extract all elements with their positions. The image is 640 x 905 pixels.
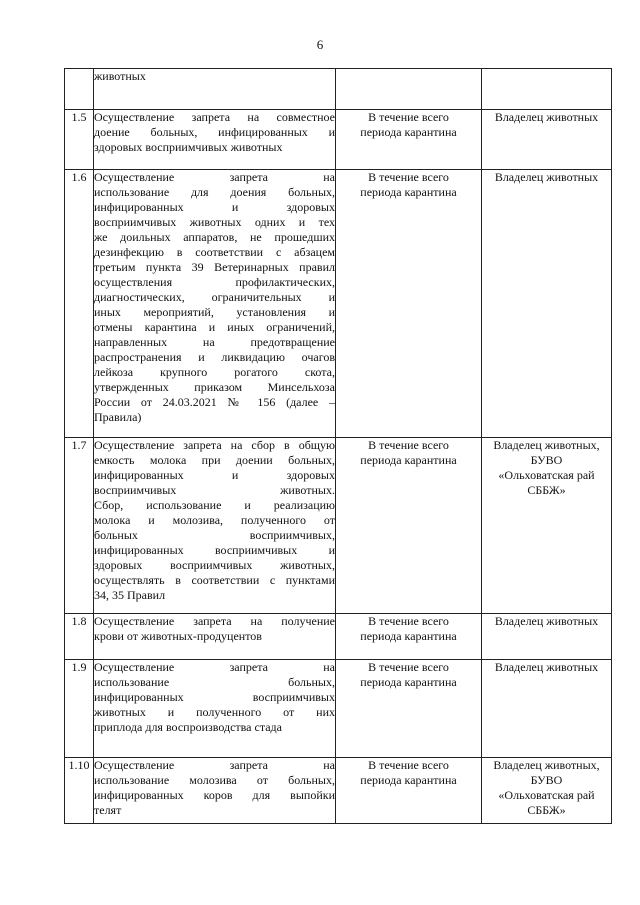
row-number: 1.8 — [65, 614, 94, 660]
term-text-line: В течение всего — [368, 170, 449, 184]
term-text-line: В течение всего — [368, 614, 449, 628]
term-text-line: В течение всего — [368, 660, 449, 674]
measure-term — [336, 614, 482, 660]
cell-text-line: лейкоза крупного рогатого скота, — [94, 365, 335, 379]
responsible-text-line: БУВО — [530, 773, 563, 787]
measure-description — [94, 170, 336, 438]
term-text-line: периода карантина — [360, 629, 457, 643]
table-row — [65, 660, 612, 758]
cell-text-line: доение больных, инфицированных и — [94, 125, 335, 139]
term-text-line: В течение всего — [368, 110, 449, 124]
measure-term — [336, 69, 482, 110]
term-text-line: периода карантина — [360, 773, 457, 787]
cell-text-line: телят — [94, 803, 122, 817]
cell-text-line: Сбор, использование и реализацию — [94, 498, 335, 512]
row-number — [65, 69, 94, 110]
term-text-line: В течение всего — [368, 758, 449, 772]
measure-description — [94, 438, 336, 614]
responsible-text-line: СББЖ» — [527, 803, 566, 817]
cell-text-line: России от 24.03.2021 № 156 (далее – — [94, 395, 335, 409]
row-number: 1.10 — [65, 758, 94, 824]
measures-table — [64, 68, 612, 824]
row-number: 1.5 — [65, 110, 94, 170]
term-text-line: периода карантина — [360, 125, 457, 139]
cell-text-line: Осуществление запрета на — [94, 660, 335, 674]
cell-text-line: осуществления профилактических, — [94, 275, 335, 289]
cell-text-line: Осуществление запрета на — [94, 170, 335, 184]
measure-description — [94, 614, 336, 660]
row-number: 1.7 — [65, 438, 94, 614]
responsible-text-line: Владелец животных — [494, 660, 599, 674]
responsible-party — [482, 110, 612, 170]
page-number: 6 — [316, 37, 324, 52]
responsible-text-line: СББЖ» — [527, 483, 566, 497]
row-number: 1.9 — [65, 660, 94, 758]
cell-text-line: емкость молока при доении больных, — [94, 453, 335, 467]
cell-text-line: молока и молозива, полученного от — [94, 513, 335, 527]
responsible-party — [482, 170, 612, 438]
cell-text-line: отмены карантина и иных ограничений, — [94, 320, 335, 334]
cell-text-line: Осуществление запрета на совместное — [94, 110, 335, 124]
term-text-line: В течение всего — [368, 438, 449, 452]
measure-description — [94, 69, 336, 110]
responsible-text-line: «Ольховатская рай — [498, 468, 595, 482]
table-row — [65, 110, 612, 170]
cell-text-line: использование больных, — [94, 675, 335, 689]
measure-term — [336, 758, 482, 824]
cell-text-line: больных восприимчивых, — [94, 528, 335, 542]
responsible-text-line: Владелец животных, — [493, 438, 600, 452]
cell-text-line: осуществлять в соответствии с пунктами — [94, 573, 335, 587]
cell-text-line: иных мероприятий, установления и — [94, 305, 335, 319]
responsible-text-line: Владелец животных — [494, 110, 599, 124]
cell-text-line: приплода для воспроизводства стада — [94, 720, 282, 734]
cell-text-line: направленных на предотвращение — [94, 335, 335, 349]
table-row — [65, 438, 612, 614]
responsible-party — [482, 614, 612, 660]
cell-text-line: животных и полученного от них — [94, 705, 335, 719]
responsible-party — [482, 69, 612, 110]
responsible-text-line: БУВО — [530, 453, 563, 467]
cell-text-line: 34, 35 Правил — [94, 588, 166, 602]
table-row — [65, 69, 612, 110]
cell-text-line: инфицированных восприимчивых и — [94, 543, 335, 557]
cell-text-line: распространения и ликвидацию очагов — [94, 350, 335, 364]
cell-text-line: крови от животных-продуцентов — [94, 629, 262, 643]
responsible-party — [482, 438, 612, 614]
row-number: 1.6 — [65, 170, 94, 438]
cell-text-line: использование молозива от больных, — [94, 773, 335, 787]
cell-text-line: третьим пункта 39 Ветеринарных правил — [94, 260, 335, 274]
measure-description — [94, 758, 336, 824]
responsible-party — [482, 660, 612, 758]
cell-text-line: восприимчивых животных. — [94, 483, 335, 497]
cell-text-line: утвержденных приказом Минсельхоза — [94, 380, 335, 394]
table-row — [65, 170, 612, 438]
table-row — [65, 614, 612, 660]
term-text-line: периода карантина — [360, 675, 457, 689]
cell-text-line: здоровых восприимчивых животных, — [94, 558, 335, 572]
term-text-line: периода карантина — [360, 185, 457, 199]
cell-text-line: животных — [94, 69, 146, 83]
responsible-text-line: Владелец животных, — [493, 758, 600, 772]
cell-text-line: Правила) — [94, 410, 142, 424]
cell-text-line: Осуществление запрета на — [94, 758, 335, 772]
measure-term — [336, 660, 482, 758]
measure-term — [336, 110, 482, 170]
cell-text-line: здоровых восприимчивых животных — [94, 140, 283, 154]
cell-text-line: инфицированных восприимчивых — [94, 690, 335, 704]
term-text-line: периода карантина — [360, 453, 457, 467]
cell-text-line: диагностических, ограничительных и — [94, 290, 335, 304]
responsible-party — [482, 758, 612, 824]
cell-text-line: же доильных аппаратов, не прошедших — [94, 230, 335, 244]
measure-description — [94, 660, 336, 758]
responsible-text-line: «Ольховатская рай — [498, 788, 595, 802]
table-row — [65, 758, 612, 824]
cell-text-line: дезинфекцию в соответствии с абзацем — [94, 245, 335, 259]
measure-term — [336, 438, 482, 614]
measure-description — [94, 110, 336, 170]
responsible-text-line: Владелец животных — [494, 170, 599, 184]
measure-term — [336, 170, 482, 438]
responsible-text-line: Владелец животных — [494, 614, 599, 628]
cell-text-line: инфицированных и здоровых — [94, 200, 335, 214]
cell-text-line: инфицированных коров для выпойки — [94, 788, 335, 802]
cell-text-line: инфицированных и здоровых — [94, 468, 335, 482]
cell-text-line: восприимчивых животных одних и тех — [94, 215, 335, 229]
cell-text-line: Осуществление запрета на получение — [94, 614, 335, 628]
cell-text-line: использование для доения больных, — [94, 185, 335, 199]
cell-text-line: Осуществление запрета на сбор в общую — [94, 438, 335, 452]
